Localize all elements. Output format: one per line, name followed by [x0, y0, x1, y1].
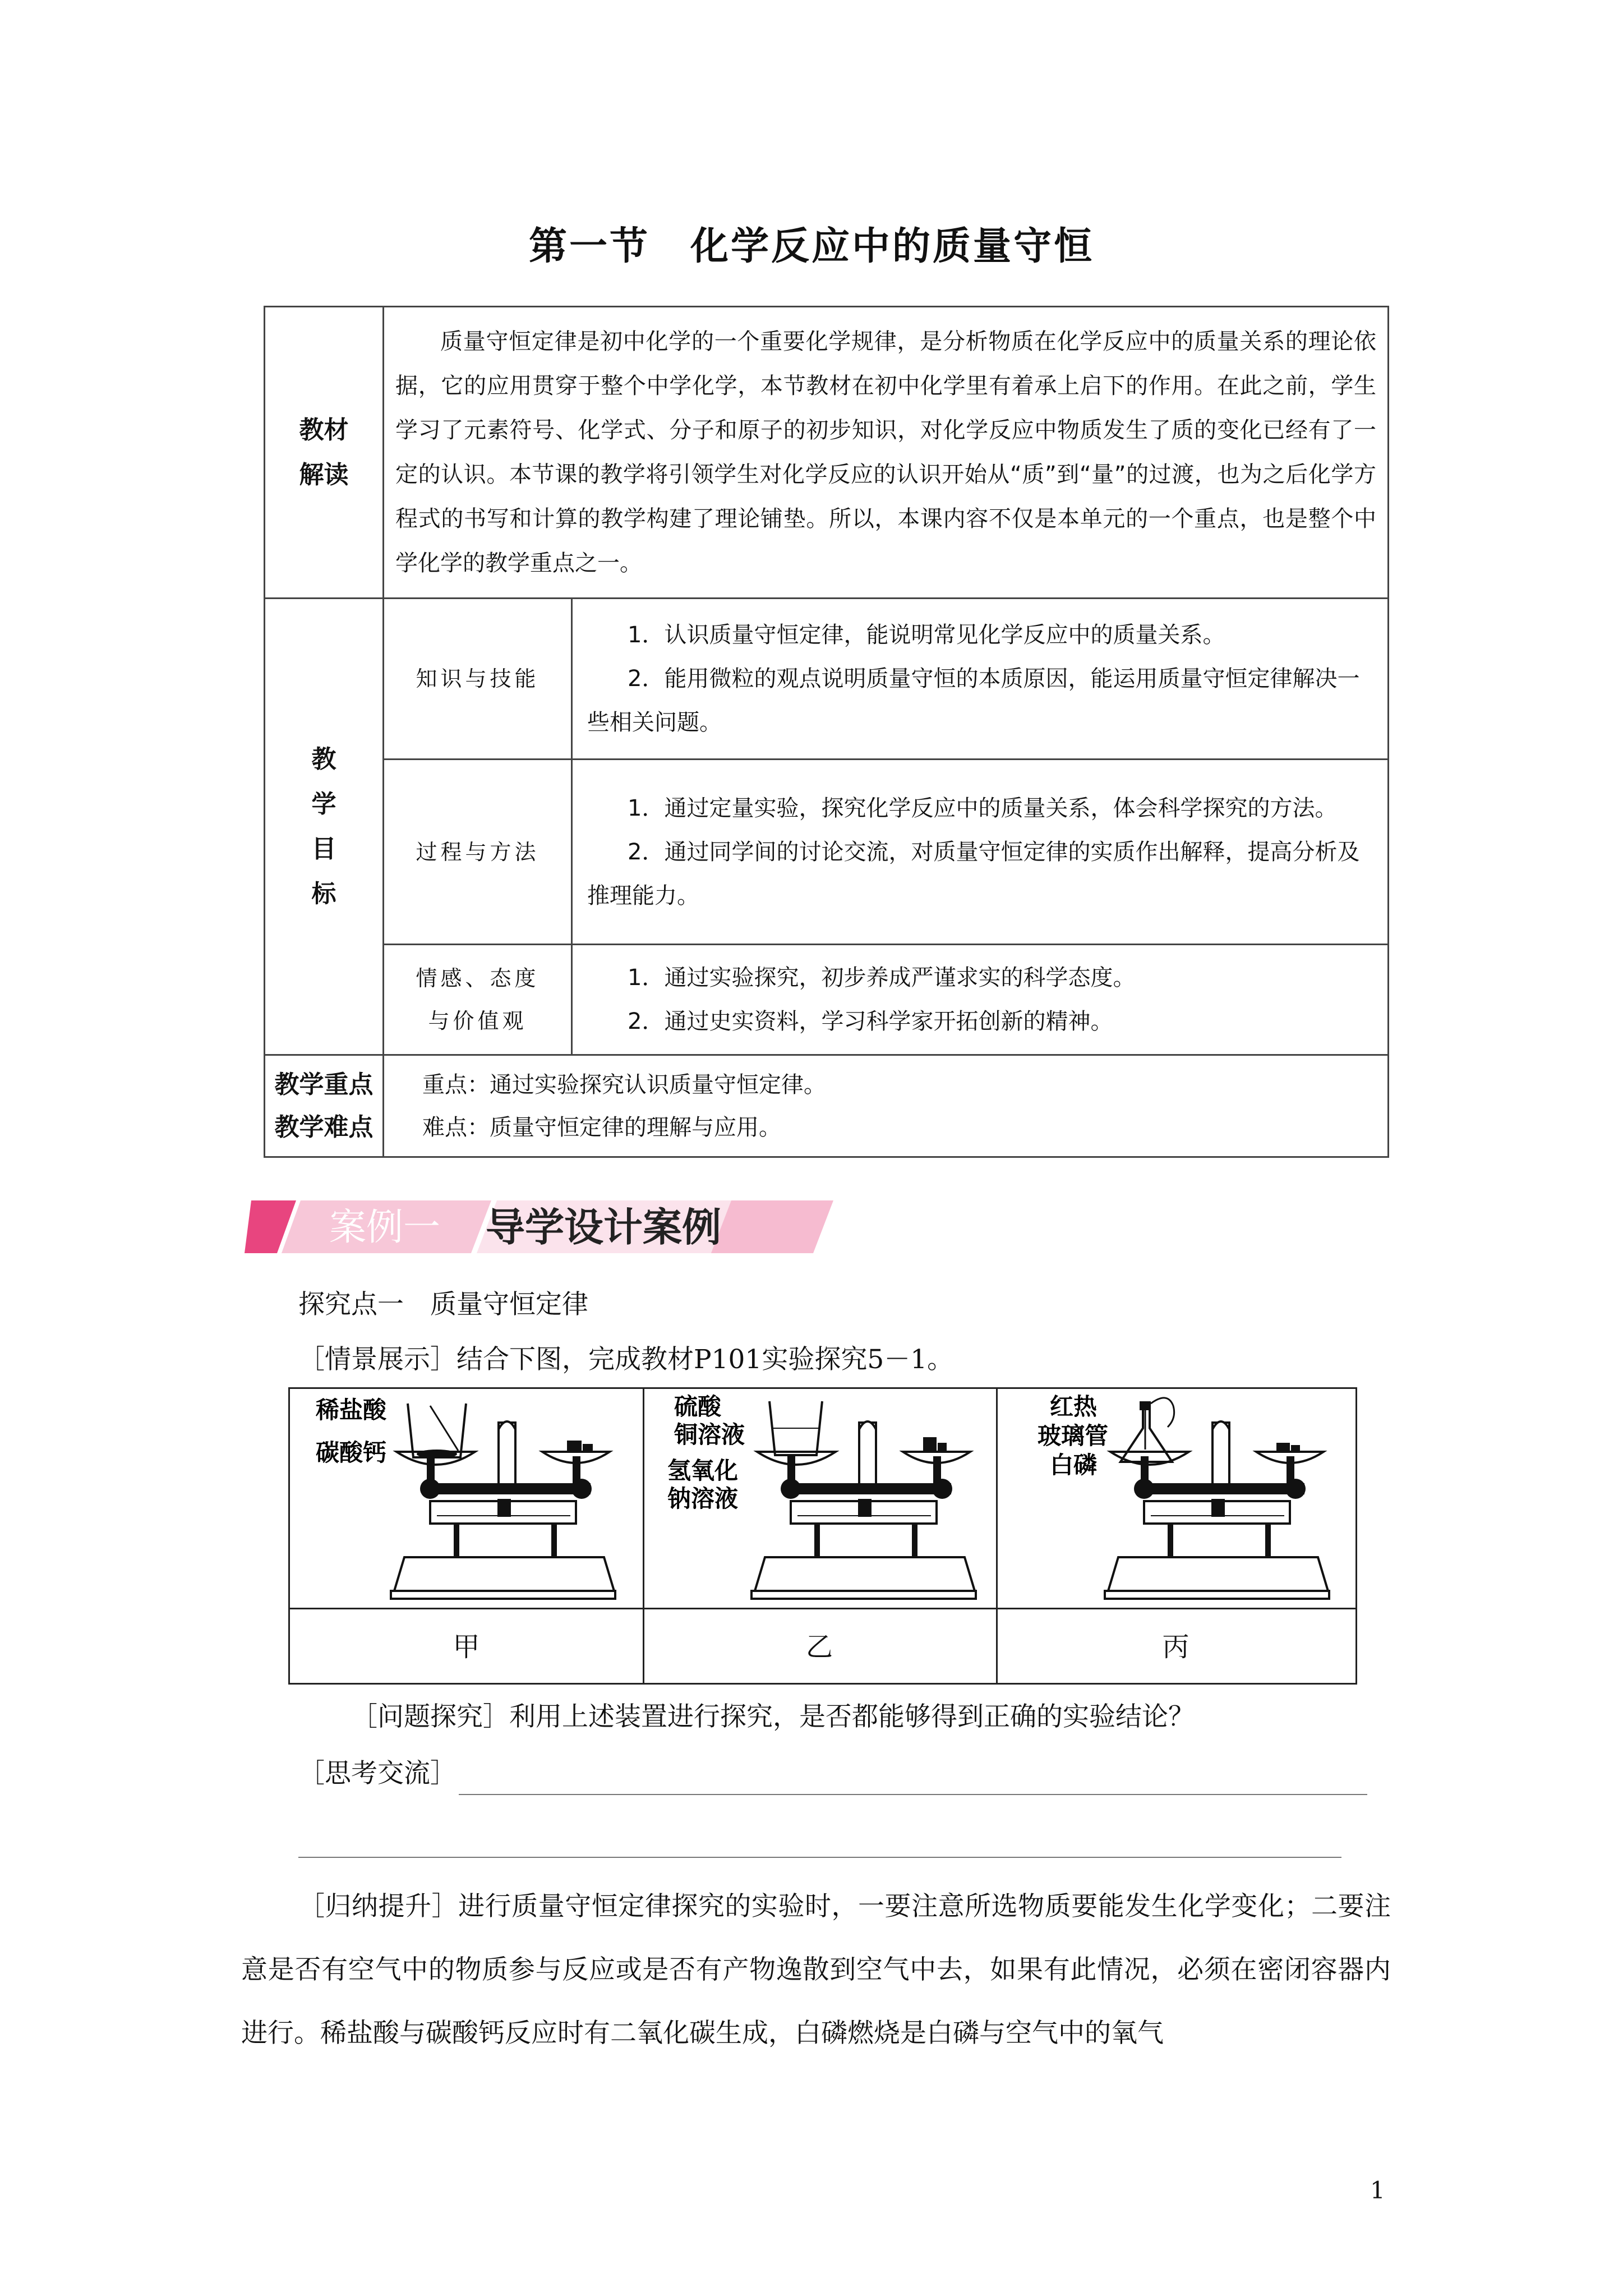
goals-label-char: 标: [311, 879, 336, 908]
question-text: ［问题探究］利用上述装置进行探究，是否都能够得到正确的实验结论？: [351, 1701, 1195, 1732]
think-label: ［思考交流］: [298, 1758, 457, 1789]
goal-category: 知识与技能: [384, 599, 572, 760]
figure-label: 白磷: [1050, 1451, 1098, 1479]
figure-caption-row: [290, 1608, 1355, 1685]
goals-label-char: 教: [311, 744, 336, 774]
goals-label-char: 学: [311, 789, 336, 818]
goals-label-cell: [265, 599, 384, 1055]
figure-label: 红热: [1050, 1393, 1098, 1420]
experiment-figure: [288, 1387, 1357, 1685]
page-number: 1: [1370, 2177, 1385, 2204]
figure-panel-yi: [643, 1389, 998, 1608]
figure-caption: 乙: [643, 1609, 998, 1685]
goal-item: 2．能用微粒的观点说明质量守恒的本质原因，能运用质量守恒定律解决一些相关问题。: [587, 666, 1360, 735]
figure-label: 稀盐酸: [316, 1396, 387, 1424]
goal-items: [572, 599, 1389, 760]
textbook-label-cell: [265, 307, 384, 599]
case-banner-graphic: [245, 1196, 833, 1258]
goal-item: 1．认识质量守恒定律，能说明常见化学反应中的质量关系。: [628, 622, 1225, 648]
goal-item: 1．通过定量实验，探究化学反应中的质量关系，体会科学探究的方法。: [628, 795, 1338, 821]
key-difficulty-text: [384, 1055, 1389, 1157]
key-difficulty-label-cell: [265, 1055, 384, 1157]
figure-label: 钠溶液: [667, 1485, 739, 1512]
goal-item: 2．通过同学间的讨论交流，对质量守恒定律的实质作出解释，提高分析及推理能力。: [587, 839, 1360, 909]
answer-line[interactable]: [298, 1857, 1341, 1858]
scene-text: ［情景展示］结合下图，完成教材P101实验探究5－1。: [298, 1344, 954, 1375]
figure-panel-jia: [290, 1389, 644, 1608]
goal-items: [572, 945, 1389, 1055]
goal-item: 1．通过实验探究，初步养成严谨求实的科学态度。: [628, 965, 1136, 991]
textbook-text: 质量守恒定律是初中化学的一个重要化学规律，是分析物质在化学反应中的质量关系的理论依据，它的应用贯穿于整个中学化学，本节教材在初中化学里有着承上启下的作用。在此之前，学生学习了元素符号、化学式、分子和原子的初步知识，对化学反应中物质发生了质的变化已经有了一定的认识。本节课的教学将引领学生对化学反应的认识开始从“质”到“量”的过渡，也为之后化学方程式的书写和计算的教学构建了理论铺垫。所以，本课内容不仅是本单元的一个重点，也是整个中学化学的教学重点之一。: [384, 307, 1389, 599]
figure-label: 氢氧化: [667, 1457, 739, 1484]
overview-table: [264, 306, 1389, 1158]
goal-category-line: 情感、态度: [416, 966, 540, 991]
key-label: 教学重点: [274, 1070, 374, 1099]
goal-category: 过程与方法: [384, 760, 572, 945]
difficulty-label: 教学难点: [274, 1112, 374, 1142]
section-heading: 探究点一 质量守恒定律: [298, 1289, 588, 1320]
key-text: 重点：通过实验探究认识质量守恒定律。: [422, 1071, 826, 1098]
figure-caption: 甲: [290, 1609, 644, 1685]
figure-label: 硫酸: [674, 1393, 722, 1420]
figure-label: 铜溶液: [674, 1421, 745, 1448]
case-banner: [245, 1196, 833, 1258]
figure-panel-bing: [996, 1389, 1355, 1608]
balance-illustration: [643, 1389, 996, 1608]
case-label: 案例一: [329, 1205, 440, 1249]
difficulty-text: 难点：质量守恒定律的理解与应用。: [422, 1114, 781, 1140]
figure-caption: 丙: [1162, 1631, 1189, 1663]
case-title: 导学设计案例: [486, 1204, 721, 1250]
figure-label: 玻璃管: [1038, 1422, 1109, 1450]
goals-label-char: 目: [311, 834, 336, 863]
figure-label: 碳酸钙: [316, 1439, 387, 1466]
balance-illustration: [290, 1389, 643, 1608]
goal-items: [572, 760, 1389, 945]
answer-line[interactable]: [459, 1794, 1367, 1795]
textbook-label-2: 解读: [299, 460, 349, 489]
balance-illustration: [996, 1389, 1355, 1608]
textbook-label-1: 教材: [299, 415, 349, 444]
page-title: 第一节 化学反应中的质量守恒: [528, 224, 1094, 269]
goal-category: [384, 945, 572, 1055]
summary-text: ［归纳提升］进行质量守恒定律探究的实验时，一要注意所选物质要能发生化学变化；二要注意是否有空气中的物质参与反应或是否有产物逸散到空气中去，如果有此情况，必须在密闭容器内进行。稀盐酸与碳酸钙反应时有二氧化碳生成，白磷燃烧是白磷与空气中的氧气: [241, 1891, 1391, 2049]
goal-category-line: 与价值观: [428, 1009, 527, 1033]
goal-item: 2．通过史实资料，学习科学家开拓创新的精神。: [628, 1009, 1113, 1034]
